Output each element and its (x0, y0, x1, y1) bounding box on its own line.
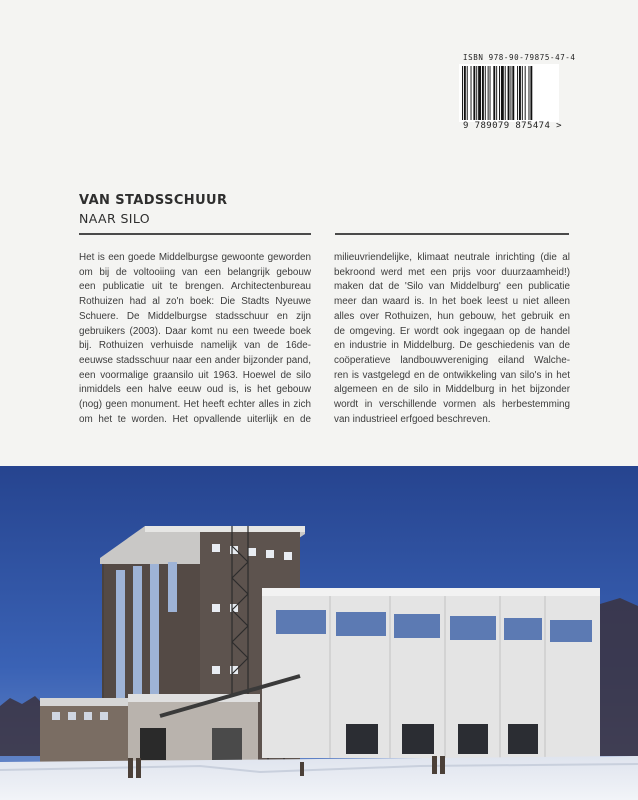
blurb-line: Schuere. De Middelburgse stadsschuur en zijn (79, 310, 311, 322)
blurb-line: een publicatie uit te brengen. Architectenbureau (79, 281, 311, 293)
blurb-line: en industrie in Middelburg. De geschiedenis van de (334, 340, 570, 352)
blurb-line: om het te worden. Het opvallende uiterlijk en de (79, 413, 311, 425)
blurb-line: Het is een goede Middelburgse gewoonte geworden (79, 252, 311, 263)
blurb-line: meer dan waard is. In het boek leest u niet alleen (334, 296, 570, 308)
blurb-line: een voormalige graansilo uit 1963. Hoewel de silo (79, 369, 311, 381)
blurb-line: bekroond werd met een prijs voor duurzaamheid!) (334, 266, 570, 278)
blurb-line: milieuvriendelijke, klimaat neutrale inrichting (die al (334, 252, 570, 263)
blurb-column-right (334, 251, 570, 427)
divider-left (79, 233, 311, 235)
cover-photo (0, 466, 638, 800)
barcode-graphic (459, 64, 559, 122)
blurb-line: gebruikers (2003). Daar komt nu een tweede boek (79, 325, 311, 337)
blurb-line: Rothuizen had al zo'n boek: Die Stadts Nyeuwe (79, 296, 311, 308)
blurb-line: om bij de voltooiing van een belangrijk gebouw (79, 266, 311, 278)
isbn-label: ISBN 978-90-79875-47-4 (463, 53, 576, 62)
blurb-column-left (79, 251, 311, 427)
blurb-line: bij. Rothuizen verhuisde namelijk van de 16de- (79, 340, 311, 352)
barcode (459, 64, 559, 122)
blurb-line: van industrieel erfgoed beschreven. (334, 413, 491, 425)
blurb-line: algemeen en de silo in Middelburg in het bijzonder (334, 384, 570, 396)
blurb-line: inmiddels een halve eeuw oud is, is het gebouw (79, 384, 311, 396)
book-subtitle: NAAR SILO (79, 211, 151, 226)
blurb-line: wordt in verschillende vormen als herbestemming (334, 399, 570, 411)
blurb-line: (nog) geen monument. Het heeft echter alles in zich (79, 399, 311, 411)
blurb-line: coöperatieve landbouwvereniging eiland Walche- (334, 354, 570, 366)
divider-right (335, 233, 569, 235)
blurb-line: eeuwse stadsschuur naar een ander bijzonder pand, (79, 354, 311, 366)
book-title: VAN STADSSCHUUR (79, 193, 228, 208)
isbn-digits: 9 789079 875474 > (463, 121, 562, 131)
blurb-line: ren is vastgelegd en de ontwikkeling van silo's in het (334, 369, 570, 381)
blurb-line: alles over Rothuizen, hun gebouw, het gebruik en (334, 310, 570, 322)
blurb-line: de omgeving. Er wordt ook ingegaan op de handel (334, 325, 570, 337)
blurb-line: maken dat de 'Silo van Middelburg' een publicatie (334, 281, 570, 293)
silo-building-photo (0, 466, 638, 800)
